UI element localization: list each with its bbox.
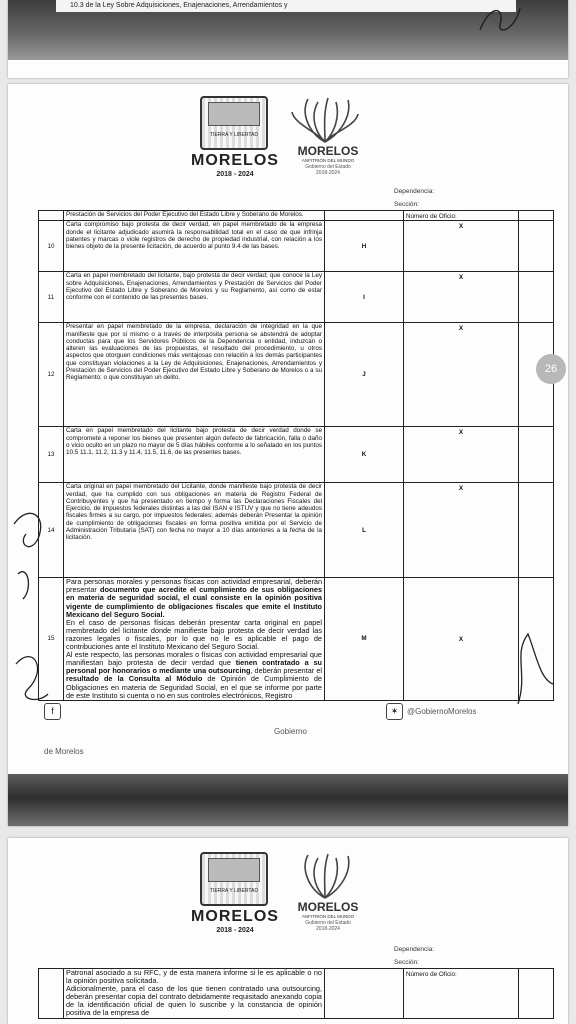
requirements-table [38,968,554,1019]
row-description: Carta en papel membretado del licitante, bajo protesta de decir verdad; que conoce la Ley sobre Adquisiciones, Enajenaciones, Arrendamientos y Prestación de Servicios del Poder Ejecutivo del Estado Libre y Soberano de Morelos y su Reglamento, así como de estar conforme con el contenido de las presentes bases. [64,272,325,323]
row-description: Presentar en papel membretado de la empresa, declaración de integridad en la que manifieste que por sí mismo o a través de interpósita persona se abstendrá de adoptar conductas para que los Servidores Públicos de la Dependencia o entidad, induzcan o alteren las evaluaciones de las propuestas, el resultado del procedimiento, u otros aspectos que otorguen condiciones más ventajosas con relación a los demás participantes que constituyan violaciones a la Ley de Adquisiciones, Enajenaciones, Arrendamientos y Prestación de Servicios del Poder Ejecutivo del Estado Libre y Soberano de Morelos o a su Reglamento; o que constituyan un delito. [64,323,325,427]
row-check-mark: X [404,221,519,272]
table-row [39,483,554,578]
table-row [39,323,554,427]
row-check-mark: X [404,483,519,578]
row-description: Prestación de Servicios del Poder Ejecutivo del Estado Libre y Soberano de Morelos. [64,211,325,221]
row-letter: I [325,272,404,323]
numero-oficio-label: Número de Oficio: [404,211,519,221]
logo-text-left: MORELOS [191,908,279,925]
gov-label: Gobierno del Estado [305,164,351,170]
facebook-icon: f [44,703,61,720]
row-text-bold: tienen contratado a su personal por honorarios o mediante una outsourcing [66,658,322,676]
row-description: Carta en papel membretado del licitante bajo protesta de decir verdad donde se compromete a reponer los bienes que presenten algún defecto de fabricación, falla o daño o vicio oculto en un plazo no mayor de 5 días hábiles conforme a lo señalado en los puntos 10.5 11.1, 11.2, 11.3 y 11.4, 11.5, 11.6, de las presentes bases. [64,427,325,483]
table-row [39,578,554,700]
numero-oficio-label: Número de Oficio: [404,969,519,1019]
signature-icon [498,624,558,714]
row-letter: H [325,221,404,272]
page-footer-band [8,774,568,826]
row-number: 13 [39,427,64,483]
social-facebook[interactable] [44,702,307,756]
row-description: Carta compromiso bajo protesta de decir verdad, en papel membretado de la empresa donde el licitante adjudicado asumirá la responsabilidad total en el caso de que infrinja patentes y marcas o viole registros de derecho de propiedad industrial, con relación a los bienes objeto de la presente licitación, de acuerdo al punto 9.4 de las bases. [64,221,325,272]
row-check-mark: X [404,272,519,323]
document-page [8,84,568,826]
row-description: Patronal asociado a su RFC, y de esta manera informe si le es aplicable o no la opinión positiva solicitada. Adicionalmente, para el caso de los que tienen contratado una outsourcing, deberán presentar copia del contrato debidamente requisitado anexando copia de la identificación oficial de quien lo suscribe y la constancia de opinión positiva de la empresa de [64,969,325,1019]
row-number: 10 [39,221,64,272]
gov-years: 2018-2024 [316,926,340,932]
row-check-mark: X [404,427,519,483]
gov-years: 2018-2024 [316,170,340,176]
row-letter: J [325,323,404,427]
row-number: 11 [39,272,64,323]
state-seal-icon: TIERRA Y LIBERTAD [200,96,268,150]
seccion-label: Sección: [394,201,419,208]
seccion-label: Sección: [394,959,419,966]
row-letter: M [325,578,404,700]
row-text: Para personas morales y personas físicas con actividad empresarial, deberán presentar [66,577,322,595]
row-letter: L [325,483,404,578]
logo-government [288,920,368,932]
signature-icon [8,494,56,724]
logo-text-right: MORELOS [297,900,359,914]
previous-page-text: 10.3 de la Ley Sobre Adquisiciones, Enajenaciones, Arrendamientos y [56,0,516,12]
gov-label: Gobierno del Estado [305,920,351,926]
requirements-table [38,210,554,701]
row-description: Carta original en papel membretado del Licitante, donde manifieste bajo protesta de decir verdad, que ha cumplido con sus obligaciones en materia de Registro Federal de Contribuyentes y que ha presentado en tiempo y forma las Declaraciones Fiscales del Ejercicio, de impuestos federales distintas a las del ISAN e ISTUV y que no tiene adeudos fiscales firmes a su cargo, por impuestos federales; además deberán Presentar la opinión de cumplimiento de obligaciones fiscales en forma positiva emitida por el Servicio de Administración Tributaria (SAT) con fecha no mayor a 10 días anteriores a la fecha de la licitación. [64,483,325,578]
logo-tagline: ANFITRIÓN DEL MUNDO [301,914,355,919]
row-number: 14 [39,483,64,578]
twitter-icon: ✶ [386,703,403,720]
morelos-flower-logo-icon [290,850,360,900]
row-text: En el caso de personas físicas deberán presentar carta original en papel membretado del licitante donde manifieste bajo protesta de decir verdad las razones legales o fiscales, por lo que no le es aplicable el pago de contribuciones ante el Instituto Mexicano del Seguro Social. [66,617,322,652]
row-letter: K [325,427,404,483]
row-text: , deberán presentar el [250,666,322,676]
page-number-tab[interactable]: 26 [536,354,566,384]
table-row [39,427,554,483]
morelos-flower-logo-icon [290,94,360,144]
logo-tagline: ANFITRIÓN DEL MUNDO [301,158,355,163]
row-text: de Opinión de Cumplimiento de Obligaciones en materia de Seguridad Social, en el que se informe por parte de este Instituto si cuenta o no en sus controles electrónicos, Registro [66,674,322,700]
table-row [39,211,554,221]
logo-text-right: MORELOS [297,144,359,158]
row-text-bold: resultado de la Consulta al Módulo [66,674,203,684]
row-number: 12 [39,323,64,427]
logo-years-left: 2018 - 2024 [216,927,254,934]
state-seal-icon: TIERRA Y LIBERTAD [200,852,268,906]
row-text-bold: documento que acredite el cumplimiento de sus obligaciones en materia de seguridad social, el cual consiste en la opinión positiva vigente de cumplimiento de obligaciones fiscales que emite el Instituto Mexicano del Seguro Social. [66,585,322,619]
logo-government [288,164,368,176]
dependencia-label: Dependencia: [394,188,435,195]
row-text: Al este respecto, las personas morales o físicas con actividad empresarial que manifiestan bajo protesta de decir verdad que [66,650,322,668]
signature-icon [470,0,530,40]
row-description [64,578,325,700]
previous-page [8,0,568,78]
next-page [8,838,568,1024]
table-row [39,272,554,323]
social-twitter-label: @GobiernoMorelos [407,707,477,716]
social-twitter[interactable] [386,702,506,722]
social-facebook-label: Gobierno de Morelos [44,727,307,756]
page-header [8,84,568,182]
row-check-mark: X [404,323,519,427]
row-number: 15 [39,578,64,700]
logo-years-left: 2018 - 2024 [216,171,254,178]
logo-text-left: MORELOS [191,152,279,169]
table-row [39,221,554,272]
table-row [39,969,554,1019]
row-check-mark: X [404,578,519,700]
dependencia-label: Dependencia: [394,946,435,953]
